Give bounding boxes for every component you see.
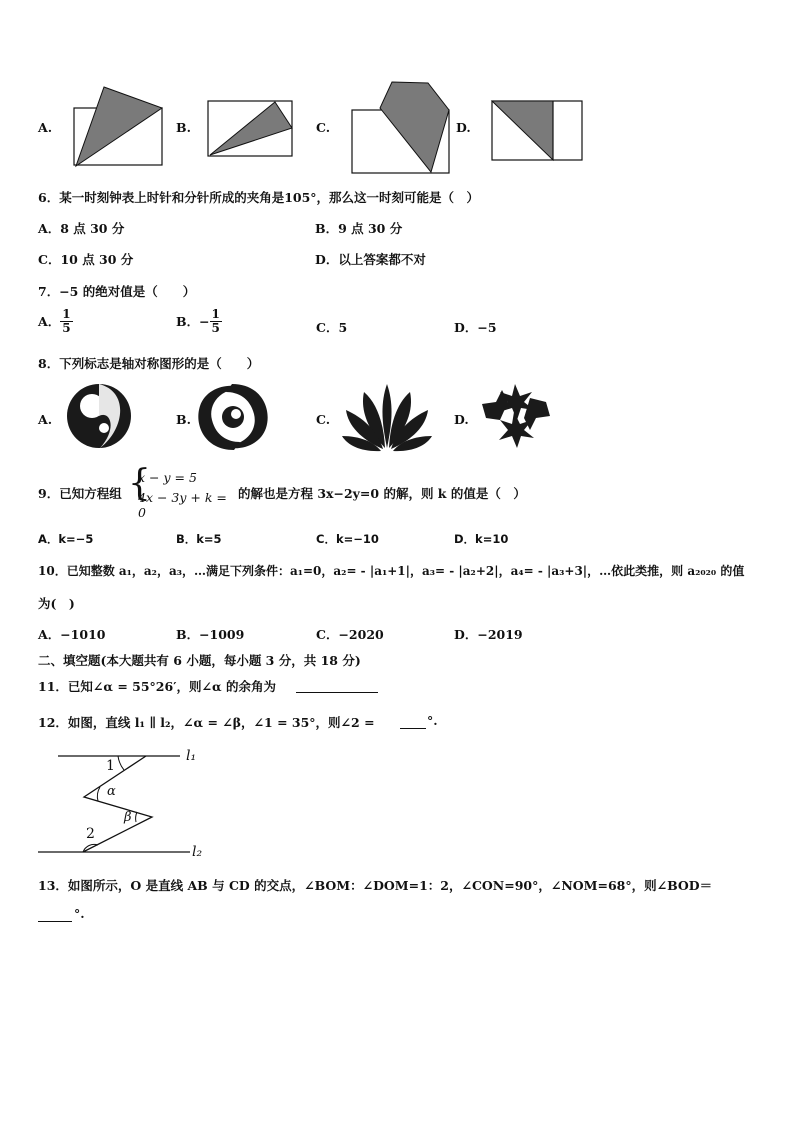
q6-option-b: B．9 点 30 分 bbox=[315, 221, 403, 236]
q10-option-c: C．−2020 bbox=[316, 627, 384, 642]
q12-label-l1: l₁ bbox=[186, 748, 197, 764]
q9-suffix: 的解也是方程 3x−2y=0 的解，则 k 的值是（ ） bbox=[238, 486, 526, 501]
q12-label-angle-1: 1 bbox=[106, 758, 115, 774]
q12-label-alpha: α bbox=[107, 784, 116, 799]
q9-equation-2: 4x − 3y + k = 0 bbox=[138, 490, 227, 520]
q8-option-b-label: B. bbox=[176, 412, 191, 427]
q10-stem: 10．已知整数 a₁，a₂，a₃，…满足下列条件：a₁=0，a₂= - |a₁+1|，a₃= - |a₂+2|，a₄= - |a₃+3|，…依此类推，则 a₂₀₂₀ 的值 bbox=[38, 564, 745, 578]
q6-stem: 6．某一时刻钟表上时针和分针所成的夹角是105°，那么这一时刻可能是（ ） bbox=[38, 190, 480, 205]
q9-option-a: A．k=−5 bbox=[38, 532, 94, 546]
brace-icon: { bbox=[128, 463, 151, 504]
q9-prefix: 9．已知方程组 bbox=[38, 486, 122, 501]
q12-label-beta: β bbox=[124, 810, 132, 825]
q7-option-c: C．5 bbox=[316, 320, 348, 335]
q12-label-angle-2: 2 bbox=[86, 826, 95, 842]
q10-option-a: A．−1010 bbox=[38, 627, 106, 642]
q11-stem: 11．已知∠α = 55°26′，则∠α 的余角为 bbox=[38, 679, 276, 694]
q12-stem: 12．如图，直线 l₁ ∥ l₂，∠α = ∠β，∠1 = 35°，则∠2 = bbox=[38, 715, 375, 730]
q7-option-a: A． $\frac{1}{5}$ bbox=[38, 307, 71, 335]
q8-stem: 8．下列标志是轴对称图形的是（ ） bbox=[38, 356, 260, 371]
q5-option-a-label: A. bbox=[38, 120, 53, 135]
q6-option-a: A．8 点 30 分 bbox=[38, 221, 125, 236]
q13-answer-blank[interactable] bbox=[38, 920, 72, 922]
q6-option-c: C．10 点 30 分 bbox=[38, 252, 134, 267]
q8-option-a-label: A. bbox=[38, 412, 53, 427]
q7-stem: 7．−5 的绝对值是（ ） bbox=[38, 284, 196, 299]
q9-option-b: B．k=5 bbox=[176, 532, 222, 546]
q7-option-b: B．− $\frac{1}{5}$ bbox=[176, 307, 220, 335]
q10-option-d: D．−2019 bbox=[454, 627, 523, 642]
q13-stem-end: °. bbox=[74, 906, 85, 921]
q9-option-c: C．k=−10 bbox=[316, 532, 379, 546]
q5-option-b-label: B. bbox=[176, 120, 191, 135]
q5-option-c-label: C. bbox=[316, 120, 331, 135]
q12-stem-end: °. bbox=[427, 713, 438, 728]
q8-option-d-label: D. bbox=[454, 412, 469, 427]
q6-option-d: D．以上答案都不对 bbox=[315, 252, 426, 267]
q10-option-b: B．−1009 bbox=[176, 627, 245, 642]
q9-equation-1: x − y = 5 bbox=[138, 470, 197, 485]
section-2-heading: 二、填空题(本大题共有 6 小题，每小题 3 分，共 18 分) bbox=[38, 653, 361, 668]
q12-label-l2: l₂ bbox=[192, 844, 203, 860]
q7-option-d: D．−5 bbox=[454, 320, 497, 335]
q8-option-c-label: C. bbox=[316, 412, 331, 427]
q5-option-d-label: D. bbox=[456, 120, 471, 135]
q10-stem-continued: 为( ) bbox=[38, 596, 75, 611]
q9-option-d: D．k=10 bbox=[454, 532, 509, 546]
q13-stem: 13．如图所示，O 是直线 AB 与 CD 的交点，∠BOM：∠DOM=1：2，∠CON=90°，∠NOM=68°，则∠BOD＝ bbox=[38, 878, 713, 893]
